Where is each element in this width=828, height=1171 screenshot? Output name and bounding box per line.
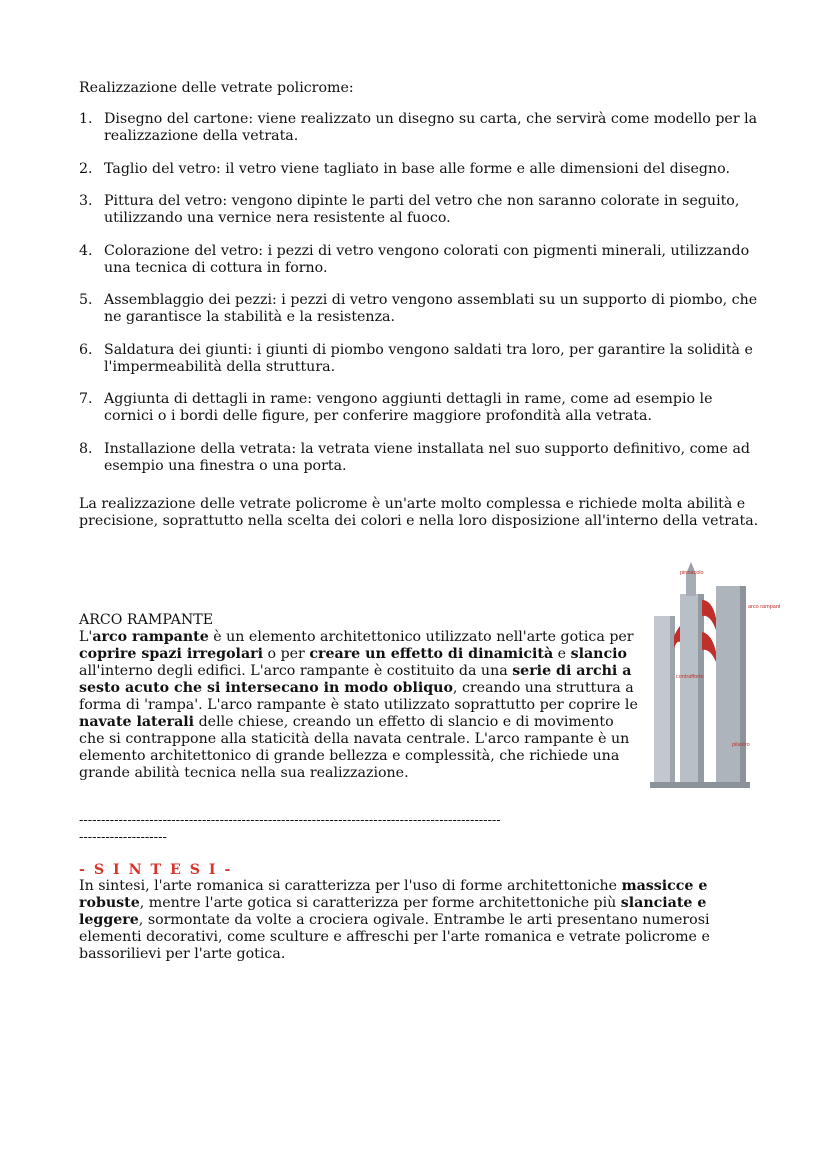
separator-line [79,812,639,846]
intro-heading: Realizzazione delle vetrate policrome: [79,80,354,96]
list-item-number: 3. [79,193,93,209]
arco-text: , creando una struttura a forma di 'rampa'. L'arco rampante è stato utilizzato soprattutto per coprire le [79,680,638,713]
base-plinth [650,782,750,788]
sintesi-heading: - S I N T E S I - [79,862,233,878]
list-item-text: Pittura del vetro: vengono dipinte le parti del vetro che non saranno colorate in seguito, utilizzando una vernice nera resistente al fuoco. [104,193,740,226]
list-item [79,111,759,145]
list-item [79,342,759,376]
list-item-number: 4. [79,242,93,259]
list-item-text: Colorazione del vetro: i pezzi di vetro vengono colorati con pigmenti minerali, utilizzando una tecnica di cottura in forno. [104,242,750,276]
list-item-number: 5. [79,292,93,308]
list-item-text: Taglio del vetro: il vetro viene tagliato in base alle forme e alle dimensioni del disegno. [104,160,730,177]
list-item-text: Disegno del cartone: viene realizzato un disegno su carta, che servirà come modello per la realizzazione della vetrata. [104,111,758,144]
sintesi-text: In sintesi, l'arte romanica si caratterizza per l'uso di forme architettoniche [79,878,622,894]
arco-heading: ARCO RAMPANTE [79,612,214,628]
arco-bold: coprire spazi irregolari [79,646,264,662]
arco-text: o per [263,646,310,662]
list-item [79,391,759,425]
list-item-number: 8. [79,440,93,457]
list-item-text: Assemblaggio dei pezzi: i pezzi di vetro vengono assemblati su un supporto di piombo, che ne garantisce la stabilità e la resistenza. [104,292,758,325]
arco-text: delle chiese, creando un effetto di slancio e di movimento che si contrappone alla staticità della navata centrale. L'arco rampante è un elemento architettonico di grande bellezza e complessità, che richiede una grande abilità tecnica nella sua realizzazione. [79,714,630,781]
sintesi-bold: massicce e robuste [79,878,708,911]
list-item [79,161,759,178]
sintesi-bold: slanciate e leggere [79,895,707,928]
label-arco-rampante: arco rampante [748,604,780,610]
list-item [79,441,759,475]
list-item-text: Aggiunta di dettagli in rame: vengono aggiunti dettagli in rame, come ad esempio le cornici o i bordi delle figure, per conferire maggiore profondità alla vetrata. [104,391,713,424]
arco-bold: creare un effetto di dinamicità [309,646,554,662]
arco-bold: serie di archi a sesto acuto che si intersecano in modo obliquo [79,663,632,696]
separator-line-1: ------------------------------------------------------------------------------------------------ [79,813,501,828]
arco-bold: slancio [570,646,627,662]
arco-text: è un elemento architettonico utilizzato nell'arte gotica per [208,629,634,645]
list-item-text: Saldatura dei giunti: i giunti di piombo vengono saldati tra loro, per garantire la solidità e l'impermeabilità della struttura. [104,341,753,375]
flying-arch-lower [702,632,716,662]
conclusion-paragraph: La realizzazione delle vetrate policrome è un'arte molto complessa e richiede molta abilità e precisione, soprattutto nella scelta dei colori e nella loro disposizione all'interno della vetrata. [79,496,759,529]
flying-buttress-drawing [640,556,780,796]
separator-line-2: -------------------- [79,830,167,845]
arco-text: L' [79,629,93,645]
label-contrafforte: contrafforte [676,674,704,680]
sintesi-paragraph [79,878,759,963]
list-item-number: 1. [79,111,93,127]
pinnacle-shape [686,574,696,596]
list-item [79,193,759,227]
list-item-number: 6. [79,341,93,358]
flying-buttress-illustration [640,556,780,796]
list-item [79,243,759,277]
arco-text: e [553,646,571,662]
flying-arch-upper [702,600,716,630]
list-item-number: 2. [79,160,93,177]
arco-text: all'interno degli edifici. L'arco rampante è costituito da una [79,663,513,679]
sintesi-text: , sormontate da volte a crociera ogivale. Entrambe le arti presentano numerosi elementi decorativi, come sculture e affreschi per l'arte romanica e vetrate policrome e bassorilievi per l'arte gotica. [79,912,710,962]
nave-wall-shadow [740,586,746,786]
list-item-text: Installazione della vetrata: la vetrata viene installata nel suo supporto definitivo, come ad esempio una finestra o una porta. [104,440,751,474]
label-pilastro: pilastro [732,742,750,748]
list-item [79,292,759,326]
sintesi-text: , mentre l'arte gotica si caratterizza per forme architettoniche più [139,895,621,911]
steps-list [79,111,759,490]
arco-bold: navate laterali [79,714,195,730]
nave-wall [716,586,744,786]
arco-bold: arco rampante [92,629,209,645]
buttress-tower-shadow [698,594,704,784]
label-pinnacolo: pinnacolo [680,570,704,576]
arco-rampante-section [79,612,639,782]
list-item-number: 7. [79,391,93,407]
